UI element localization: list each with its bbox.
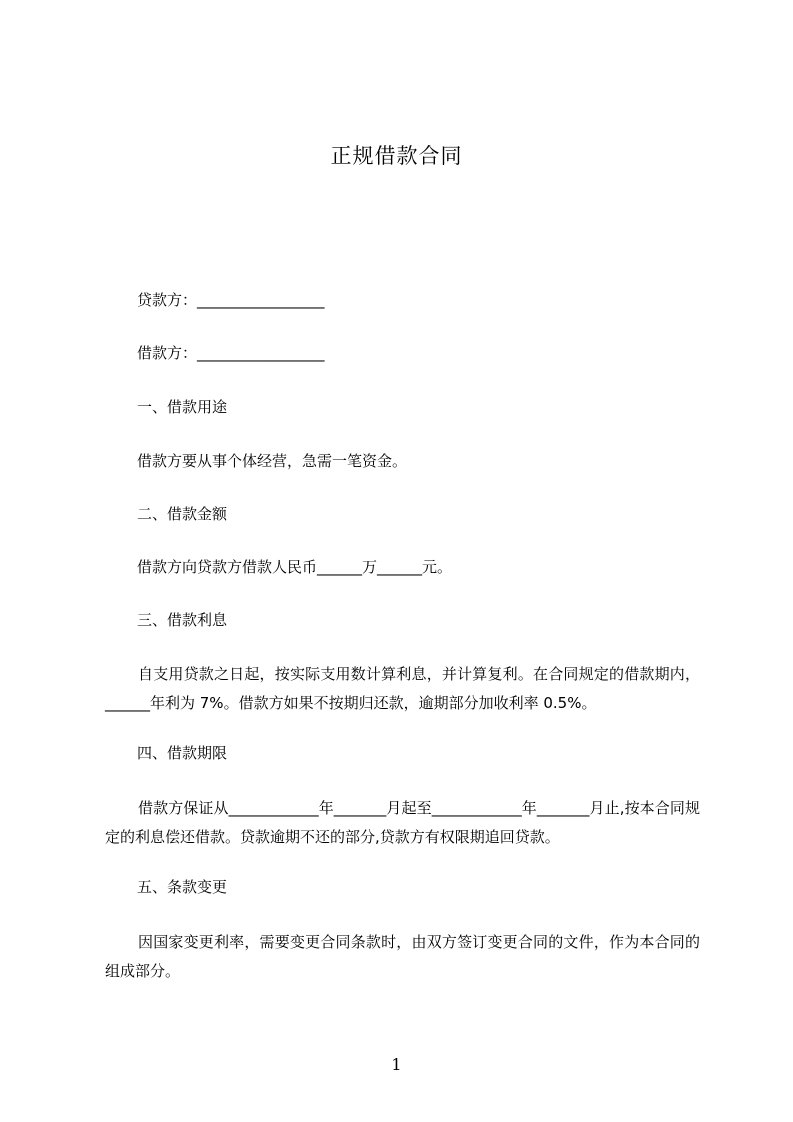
section-heading-amount: 二、借款金额 [137,505,228,523]
section-body-term: 借款方保证从____________年_______月起至____________年_______月止,按本合同规定的利息偿还借款。贷款逾期不还的部分,贷款方有权限期追回贷款。 [105,799,700,846]
section-heading-term: 四、借款期限 [137,744,228,762]
section-body-purpose: 借款方要从事个体经营，急需一笔资金。 [137,452,408,470]
section-body-amount: 借款方向贷款方借款人民币______万______元。 [137,558,453,576]
section-body-amendment: 因国家变更利率，需要变更合同条款时，由双方签订变更合同的文件，作为本合同的组成部分。 [105,933,700,980]
page-number: 1 [391,1055,402,1074]
section-body-interest: 自支用贷款之日起，按实际支用数计算利息，并计算复利。在合同规定的借款期内，______年利为 7%。借款方如果不按期归还款，逾期部分加收利率 0.5%。 [105,665,700,712]
borrower-line: 借款方：_________________ [137,344,325,362]
section-heading-purpose: 一、借款用途 [137,398,228,416]
lender-line: 贷款方：_________________ [137,291,325,309]
page-title: 正规借款合同 [330,144,463,168]
section-heading-interest: 三、借款利息 [137,611,228,629]
section-heading-amendment: 五、条款变更 [137,878,228,896]
